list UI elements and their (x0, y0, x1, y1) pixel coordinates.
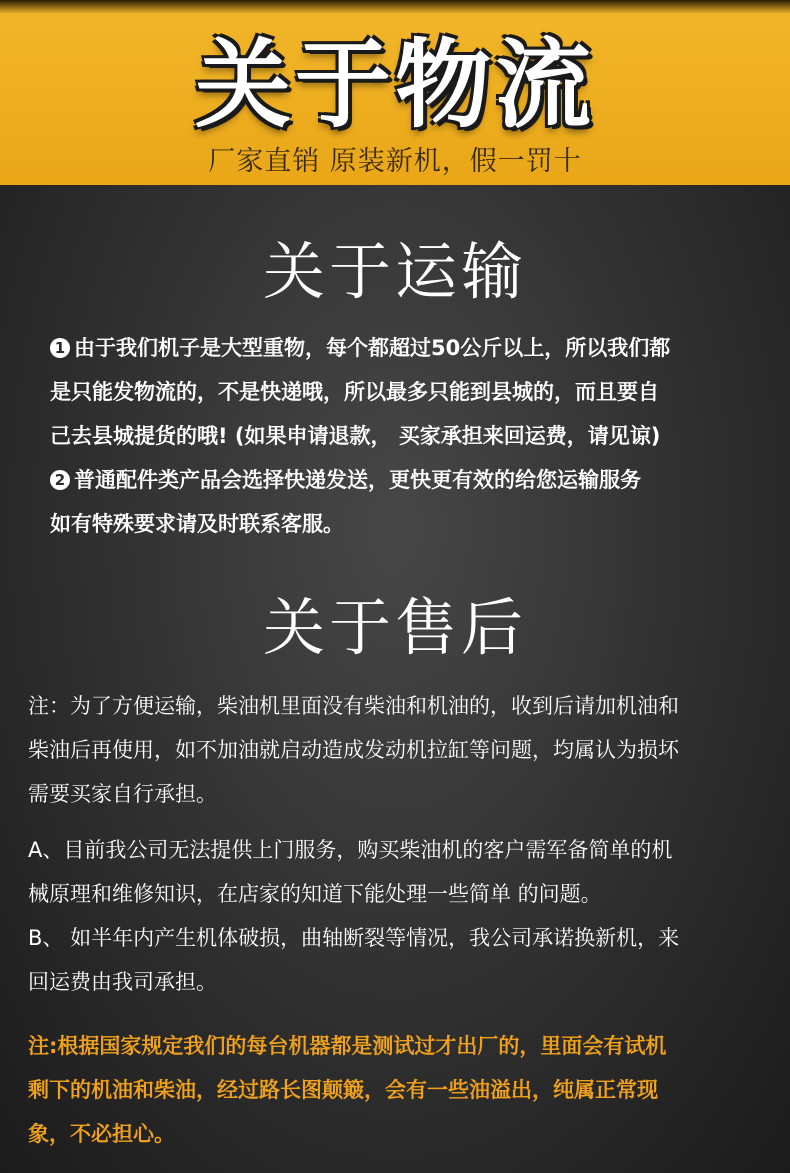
note-line: 剩下的机油和柴油，经过路长图颠簸，会有一些油溢出，纯属正常现 (28, 1078, 658, 1102)
note-line: 注:根据国家规定我们的每台机器都是测试过才出厂的，里面会有试机 (28, 1034, 667, 1058)
shipping-text (50, 326, 750, 546)
number-badge-2: 2 (50, 470, 70, 490)
shipping-line-4: 2 普通配件类产品会选择快递发送，更快更有效的给您运输服务 (50, 458, 750, 502)
aftersales-notice (28, 684, 768, 816)
shipping-line-2: 是只能发物流的，不是快递哦，所以最多只能到县城的，而且要自 (50, 380, 659, 404)
number-badge-1: 1 (50, 338, 70, 358)
term-b-line: 回运费由我司承担。 (28, 970, 217, 994)
page-title: 关于物流 (195, 29, 595, 141)
shipping-line-5: 如有特殊要求请及时联系客服。 (50, 512, 344, 536)
aftersales-line: 柴油后再使用，如不加油就启动造成发动机拉缸等问题，均属认为损坏 (28, 738, 679, 762)
shipping-line-3: 己去县城提货的哦! (如果申请退款， 买家承担来回运费，请见谅) (50, 424, 661, 448)
page-subtitle: 厂家直销 原装新机，假一罚十 (208, 146, 582, 177)
oil-note (28, 1024, 768, 1156)
aftersales-title: 关于售后 (262, 591, 527, 664)
note-line: 象，不必担心。 (28, 1122, 175, 1146)
aftersales-terms (28, 828, 768, 1004)
aftersales-line: 需要买家自行承担。 (28, 782, 217, 806)
term-a-line: 械原理和维修知识，在店家的知道下能处理一些简单 的问题。 (28, 882, 602, 906)
shipping-line-1: 1 由于我们机子是大型重物，每个都超过50公斤以上，所以我们都 (50, 326, 750, 370)
term-a-line: A、目前我公司无法提供上门服务，购买柴油机的客户需军备简单的机 (28, 838, 673, 862)
term-b-line: B、 如半年内产生机体破损，曲轴断裂等情况，我公司承诺换新机，来 (28, 926, 680, 950)
shipping-title: 关于运输 (262, 235, 527, 308)
header-banner (0, 0, 790, 185)
aftersales-line: 注：为了方便运输，柴油机里面没有柴油和机油的，收到后请加机油和 (28, 694, 679, 718)
